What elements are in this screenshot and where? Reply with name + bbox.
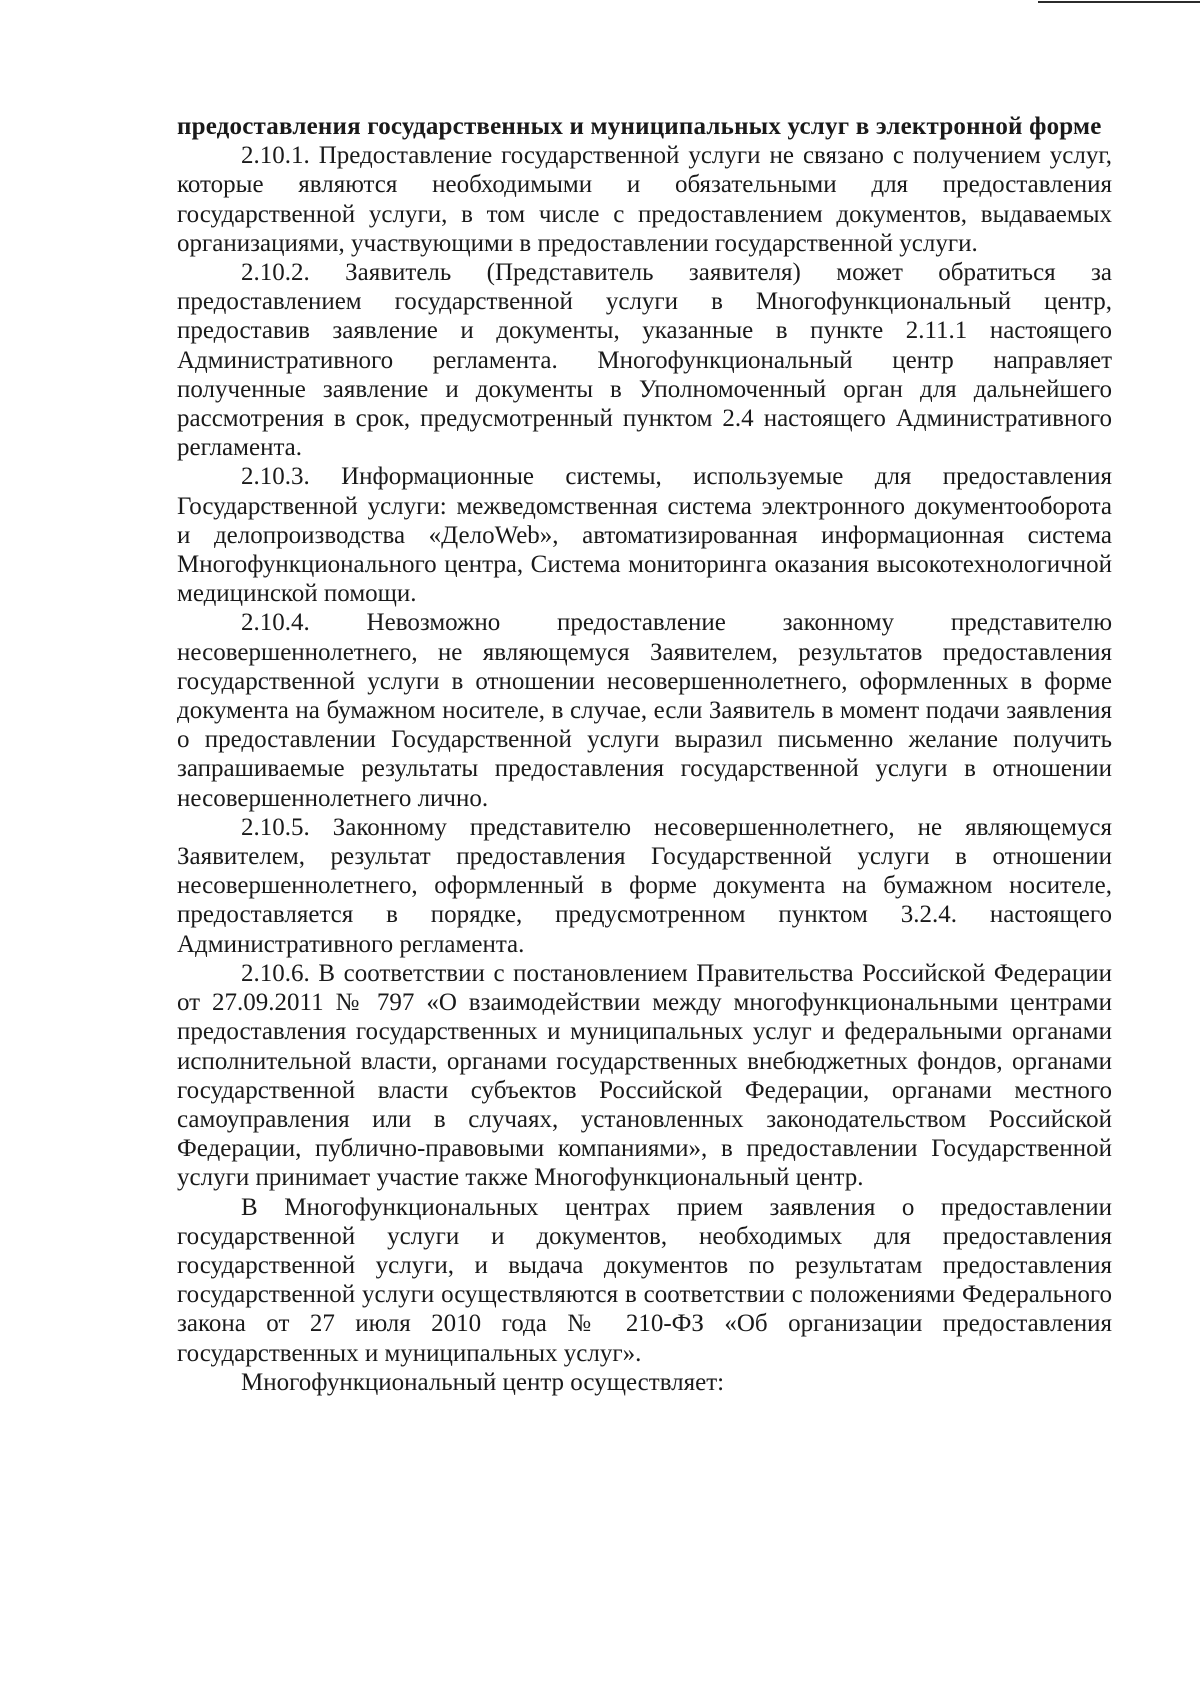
paragraph-2-10-4: 2.10.4. Невозможно предоставление законному представителю несовершеннолетнего, не являющемуся Заявителем, результатов предоставления государственной услуги в отношении несовершеннолетнего, оформленных в форме документа на бумажном носителе, в случае, если Заявитель в момент подачи заявления о предоставлении Государственной услуги выразил письменно желание получить запрашиваемые результаты предоставления государственной услуги в отношении несовершеннолетнего лично. [177, 609, 1112, 812]
scan-edge-mark [1038, 1, 1200, 3]
paragraph-mfc-procedures: В Многофункциональных центрах прием заявления о предоставлении государственной услуги и документов, необходимых для предоставления государственной услуги, и выдача документов по результатам предоставления государственной услуги осуществляются в соответствии с положениями Федерального закона от 27 июля 2010 года № 210-ФЗ «Об организации предоставления государственных и муниципальных услуг». [177, 1193, 1112, 1367]
document-body [177, 112, 1112, 1397]
paragraph-2-10-5: 2.10.5. Законному представителю несовершеннолетнего, не являющемуся Заявителем, результат предоставления Государственной услуги в отношении несовершеннолетнего, оформленный в форме документа на бумажном носителе, предоставляется в порядке, предусмотренном пунктом 3.2.4. настоящего Административного регламента. [177, 813, 1112, 958]
paragraph-2-10-1: 2.10.1. Предоставление государственной услуги не связано с получением услуг, которые являются необходимыми и обязательными для предоставления государственной услуги, в том числе с предоставлением документов, выдаваемых организациями, участвующими в предоставлении государственной услуги. [177, 142, 1112, 257]
paragraph-mfc-performs: Многофункциональный центр осуществляет: [241, 1368, 725, 1396]
paragraph-2-10-3: 2.10.3. Информационные системы, используемые для предоставления Государственной услуги: межведомственная система электронного документооборота и делопроизводства «ДелоWeb», автоматизированная информационная система Многофункционального центра, Система мониторинга оказания высокотехнологичной медицинской помощи. [177, 463, 1112, 608]
paragraph-2-10-2: 2.10.2. Заявитель (Представитель заявителя) может обратиться за предоставлением государственной услуги в Многофункциональный центр, предоставив заявление и документы, указанные в пункте 2.11.1 настоящего Административного регламента. Многофункциональный центр направляет полученные заявление и документы в Уполномоченный орган для дальнейшего рассмотрения в срок, предусмотренный пунктом 2.4 настоящего Административного регламента. [177, 259, 1112, 462]
paragraph-2-10-6: 2.10.6. В соответствии с постановлением Правительства Российской Федерации от 27.09.2011 № 797 «О взаимодействии между многофункциональными центрами предоставления государственных и муниципальных услуг и федеральными органами исполнительной власти, органами государственных внебюджетных фондов, органами государственной власти субъектов Российской Федерации, органами местного самоуправления или в случаях, установленных законодательством Российской Федерации, публично-правовыми компаниями», в предоставлении Государственной услуги принимает участие также Многофункциональный центр. [177, 959, 1112, 1192]
section-heading: предоставления государственных и муниципальных услуг в электронной форме [177, 113, 1102, 140]
